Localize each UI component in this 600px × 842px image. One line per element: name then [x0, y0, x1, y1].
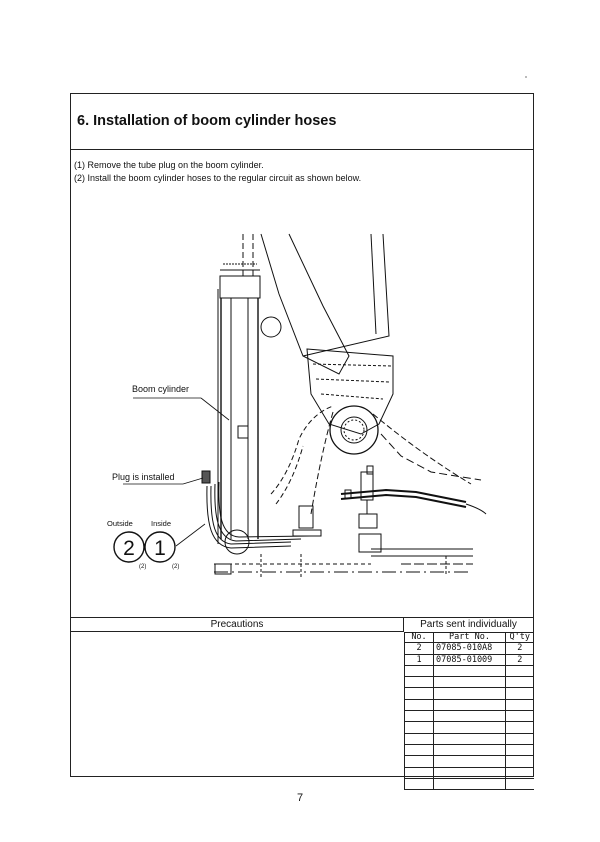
empty-row — [405, 778, 534, 789]
boom-cylinder-label: Boom cylinder — [132, 384, 190, 394]
col-part-header: Part No. — [434, 632, 506, 643]
tube-plug — [202, 471, 210, 483]
empty-row — [405, 767, 534, 778]
inside-label: Inside — [151, 519, 172, 528]
parts-heading: Parts sent individually — [404, 618, 533, 633]
callout-1-quantity: (2) — [172, 564, 180, 570]
page-number: 7 — [296, 792, 304, 804]
instruction-frame — [70, 93, 534, 777]
cylinder-head-block — [220, 276, 260, 298]
scan-speck — [525, 76, 527, 78]
table-row — [405, 654, 534, 665]
empty-row — [405, 688, 534, 699]
empty-row — [405, 756, 534, 767]
precautions-heading: Precautions — [71, 618, 404, 632]
col-no-header: No. — [405, 632, 434, 643]
empty-row — [405, 665, 534, 676]
empty-row — [405, 699, 534, 710]
empty-row — [405, 744, 534, 755]
table-row — [405, 643, 534, 654]
row-qty: 2 — [506, 654, 534, 665]
row-part-number: 07085-01009 — [434, 654, 506, 665]
empty-row — [405, 711, 534, 722]
step-2: (2) Install the boom cylinder hoses to the regular circuit as shown below. — [74, 173, 362, 183]
outside-label: Outside — [107, 519, 133, 528]
col-qty-header: Q'ty — [506, 632, 534, 643]
empty-row — [405, 677, 534, 688]
parts-table — [404, 632, 534, 790]
row-no: 1 — [405, 654, 434, 665]
row-part-number: 07085-010A8 — [434, 643, 506, 654]
empty-row — [405, 733, 534, 744]
plug-installed-label: Plug is installed — [112, 472, 175, 482]
callout-2-quantity: (2) — [139, 564, 147, 570]
parts-header-row — [405, 632, 534, 643]
empty-row — [405, 722, 534, 733]
callout-1-number: 1 — [154, 537, 166, 560]
lower-section — [71, 617, 533, 778]
page-title: 6. Installation of boom cylinder hoses — [77, 113, 337, 129]
step-1: (1) Remove the tube plug on the boom cylinder. — [74, 160, 264, 170]
callout-2-number: 2 — [123, 537, 135, 560]
parts-panel — [404, 618, 533, 778]
row-no: 2 — [405, 643, 434, 654]
boom-cylinder-diagram — [71, 94, 533, 614]
row-qty: 2 — [506, 643, 534, 654]
